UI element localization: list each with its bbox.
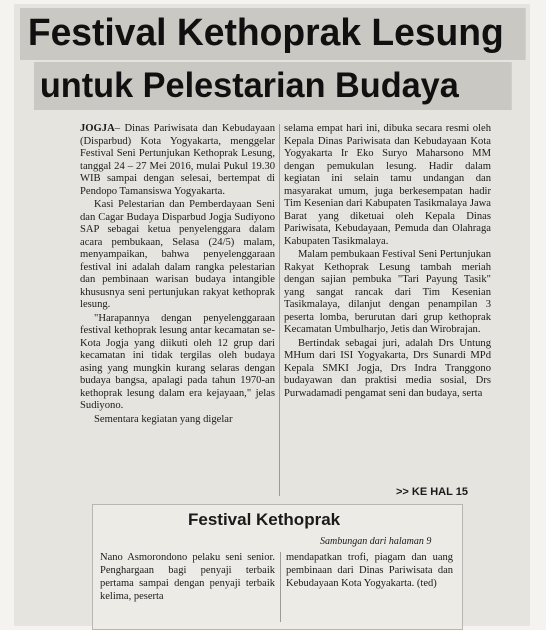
continuation-divider	[280, 552, 281, 622]
article-column-1	[80, 123, 275, 501]
article-paragraph: Bertindak sebagai juri, adalah Drs Untung MHum dari ISI Yogyakarta, Drs Sunardi MPd Kepala SMKI Jogja, Drs Indra Tranggono budayawan dan praktisi media sosial, Drs Purwadamadi pengamat seni dan budaya, serta	[284, 337, 491, 399]
article-paragraph: JOGJA– Dinas Pariwisata dan Kebudayaan (Disparbud) Kota Yogyakarta, menggelar Festival Seni Pertunjukan Kethoprak Lesung, tanggal 24 – 27 Mei 2016, mulai Pukul 19.30 WIB sampai dengan selesai, bertempat di Pendopo Tamansiswa Yogyakarta.	[80, 123, 275, 197]
dateline: JOGJA	[80, 123, 115, 134]
continuation-paragraph: mendapatkan trofi, piagam dan uang pembinaan dari Dinas Pariwisata dan Kebudayaan Kota Yogyakarta. (ted)	[286, 552, 453, 589]
article-column-2	[284, 123, 491, 485]
article-paragraph: Kasi Pelestarian dan Pemberdayaan Seni dan Cagar Budaya Disparbud Jogja Sudiyono SAP sebagai ketua penyelenggara dalam acara pembukaan, Selasa (24/5) malam, menyampaikan, bahwa penyelenggaraan festival ini adalah dalam rangka pelestarian dan pembinaan warisan budaya intangible khususnya seni pertunjukan rakyat kethoprak lesung.	[80, 199, 275, 310]
continuation-subtitle: Sambungan dari halaman 9	[320, 536, 432, 547]
continuation-paragraph: Nano Asmorondono pelaku seni senior. Penghargaan bagi penyaji terbaik pertama sampai dengan penyaji terbaik kelima, peserta	[100, 552, 275, 602]
article-paragraph: Sementara kegiatan yang digelar	[94, 413, 233, 425]
headline-line-1: Festival Kethoprak Lesung	[20, 8, 526, 60]
continued-on-page-label: >> KE HAL 15	[396, 486, 468, 498]
continuation-column-2	[286, 551, 453, 623]
article-paragraph: Malam pembukaan Festival Seni Pertunjukan Rakyat Kethoprak Lesung tambah meriah dengan sajian pembuka "Tari Payung Tasik" yang sangat rancak dari Tim Kesenian Tasikmalaya, dilanjut dengan penampilan 3 peserta lomba, berurutan dari grup kethoprak Kecamatan Umbulharjo, Jetis dan Wirobrajan.	[284, 249, 491, 335]
continuation-title: Festival Kethoprak	[188, 510, 341, 529]
article-paragraph: selama empat hari ini, dibuka secara resmi oleh Kepala Dinas Pariwisata dan Kebudayaan Kota Yogyakarta Ir Eko Suryo Maharsono MM dengan pemukulan lesung. Hadir dalam kegiatan ini selain tamu undangan dan masyarakat umum, juga berkesempatan hadir Tim Kesenian dari Kabupaten Tasikmalaya Jawa Barat yang diketuai oleh Kepala Dinas Pariwisata, Kebudayaan, Pemuda dan Olahraga Kabupaten Tasikmalaya.	[284, 123, 491, 247]
continuation-column-1	[100, 551, 275, 623]
column-divider	[279, 124, 280, 496]
headline-line-2: untuk Pelestarian Budaya	[34, 62, 512, 110]
article-paragraph: "Harapannya dengan penyelenggaraan festival kethoprak lesung antar kecamatan se-Kota Jogja yang diikuti oleh 12 grup dari kecamatan ini tidak tergilas oleh budaya asing yang mungkin kurang selaras dengan budaya bangsa, apalagi pada tahun 1970-an kethoprak lesung dalam era kejayaan," jelas Sudiyono.	[80, 312, 275, 411]
